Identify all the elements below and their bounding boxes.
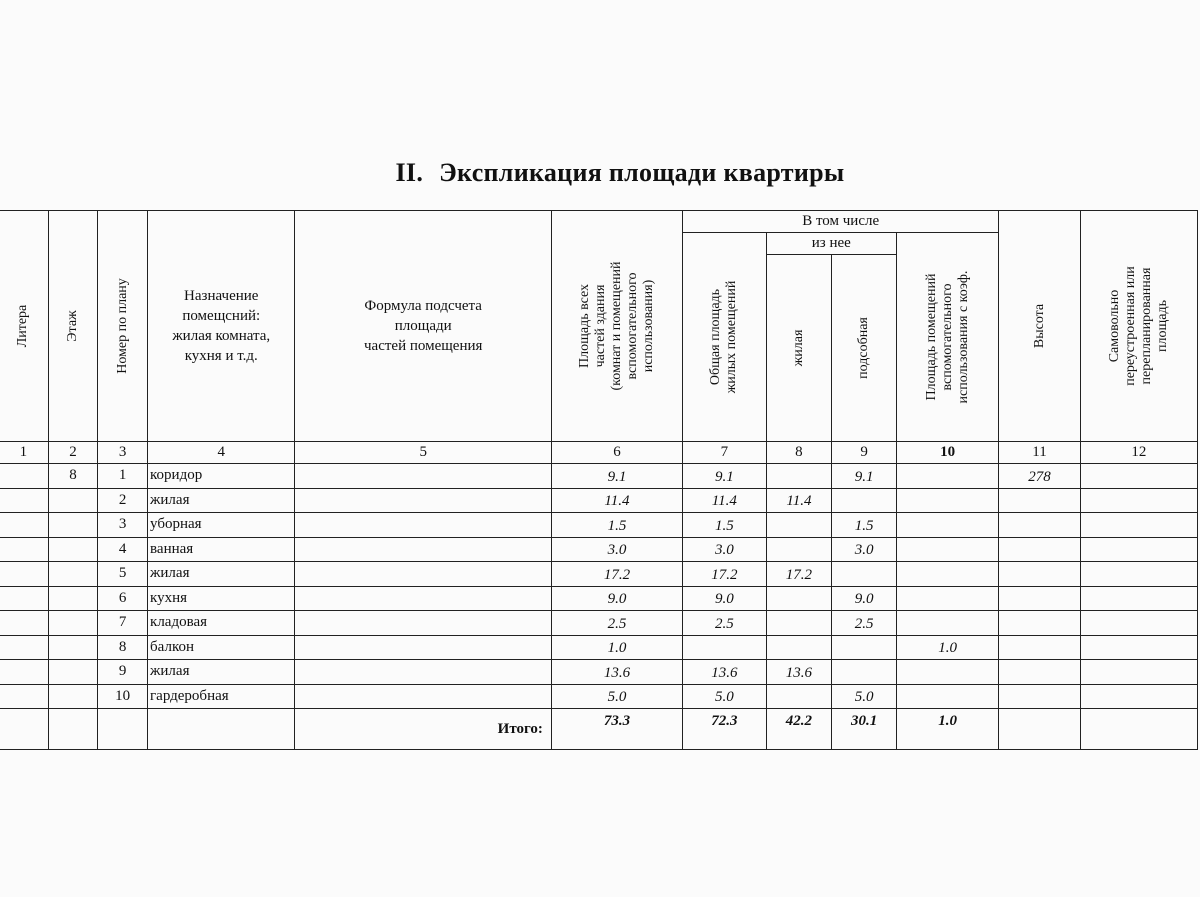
table-cell	[999, 537, 1081, 562]
area-vspom-cell	[896, 562, 998, 587]
room-number: 5	[98, 562, 148, 587]
header-naznachenie: Назначение помещсний: жилая комната, кухня и т.д.	[148, 211, 295, 442]
room-name: уборная	[148, 513, 295, 538]
table-row	[0, 562, 1198, 587]
area-general-cell: 9.0	[683, 586, 767, 611]
table-cell	[48, 660, 98, 685]
area-vspom-cell	[896, 586, 998, 611]
total-general: 72.3	[683, 709, 767, 750]
header-iz-nee: из нее	[766, 233, 896, 255]
area-total-cell: 11.4	[551, 488, 682, 513]
table-cell	[0, 611, 48, 636]
table-cell	[295, 562, 551, 587]
table-row	[0, 464, 1198, 489]
table-row	[0, 611, 1198, 636]
table-cell	[0, 684, 48, 709]
header-etazh: Этаж	[48, 211, 98, 442]
title-text: Экспликация площади квартиры	[439, 158, 845, 187]
area-total-cell: 2.5	[551, 611, 682, 636]
table-row	[0, 488, 1198, 513]
table-cell	[1080, 488, 1197, 513]
room-name: кладовая	[148, 611, 295, 636]
table-row	[0, 537, 1198, 562]
area-general-cell: 1.5	[683, 513, 767, 538]
area-vspom-cell	[896, 464, 998, 489]
room-name: кухня	[148, 586, 295, 611]
table-cell	[48, 611, 98, 636]
area-aux-cell	[832, 562, 897, 587]
room-name: жилая	[148, 562, 295, 587]
colnum-8: 8	[766, 442, 832, 464]
room-name: гардеробная	[148, 684, 295, 709]
table-cell	[295, 586, 551, 611]
table-cell	[0, 586, 48, 611]
table-cell	[999, 611, 1081, 636]
header-vysota: Высота	[999, 211, 1081, 442]
colnum-1: 1	[0, 442, 48, 464]
column-numbers-row	[0, 442, 1198, 464]
room-number: 7	[98, 611, 148, 636]
header-v-tom-chisle: В том числе	[683, 211, 999, 233]
floor-value: 8	[48, 464, 98, 489]
area-living-cell: 13.6	[766, 660, 832, 685]
area-living-cell	[766, 513, 832, 538]
table-cell	[295, 488, 551, 513]
room-number: 4	[98, 537, 148, 562]
table-cell	[48, 586, 98, 611]
colnum-10: 10	[896, 442, 998, 464]
table-cell	[148, 709, 295, 750]
table-cell	[1080, 464, 1197, 489]
room-number: 6	[98, 586, 148, 611]
total-living: 42.2	[766, 709, 832, 750]
area-living-cell	[766, 635, 832, 660]
table-cell	[295, 660, 551, 685]
table-cell	[0, 537, 48, 562]
area-general-cell: 11.4	[683, 488, 767, 513]
room-name: жилая	[148, 488, 295, 513]
total-vspom: 1.0	[896, 709, 998, 750]
area-living-cell	[766, 464, 832, 489]
header-zhilaya: жилая	[766, 255, 832, 442]
room-number: 3	[98, 513, 148, 538]
area-total-cell: 1.0	[551, 635, 682, 660]
document-title	[0, 158, 1200, 188]
area-vspom-cell: 1.0	[896, 635, 998, 660]
colnum-5: 5	[295, 442, 551, 464]
area-general-cell: 2.5	[683, 611, 767, 636]
table-cell	[1080, 709, 1197, 750]
area-total-cell: 13.6	[551, 660, 682, 685]
totals-row	[0, 709, 1198, 750]
header-podsobnaya: подсобная	[832, 255, 897, 442]
colnum-3: 3	[98, 442, 148, 464]
table-cell	[999, 709, 1081, 750]
area-vspom-cell	[896, 488, 998, 513]
table-row	[0, 660, 1198, 685]
table-row	[0, 635, 1198, 660]
area-total-cell: 1.5	[551, 513, 682, 538]
room-name: коридор	[148, 464, 295, 489]
header-samovolno: Самовольно переустроенная или перепланированная площадь	[1080, 211, 1197, 442]
table-cell	[1080, 537, 1197, 562]
area-general-cell	[683, 635, 767, 660]
table-cell	[0, 709, 48, 750]
area-living-cell	[766, 684, 832, 709]
area-vspom-cell	[896, 513, 998, 538]
area-general-cell: 13.6	[683, 660, 767, 685]
area-aux-cell: 3.0	[832, 537, 897, 562]
area-aux-cell: 9.0	[832, 586, 897, 611]
colnum-9: 9	[832, 442, 897, 464]
colnum-6: 6	[551, 442, 682, 464]
header-nomer: Номер по плану	[98, 211, 148, 442]
area-total-cell: 9.0	[551, 586, 682, 611]
table-cell	[999, 684, 1081, 709]
table-cell	[1080, 635, 1197, 660]
table-cell	[48, 488, 98, 513]
area-vspom-cell	[896, 660, 998, 685]
area-aux-cell	[832, 488, 897, 513]
area-general-cell: 17.2	[683, 562, 767, 587]
table-cell	[0, 660, 48, 685]
table-cell	[0, 562, 48, 587]
area-vspom-cell	[896, 684, 998, 709]
table-cell	[0, 488, 48, 513]
colnum-11: 11	[999, 442, 1081, 464]
table-cell	[999, 660, 1081, 685]
table-cell	[999, 513, 1081, 538]
table-cell	[295, 684, 551, 709]
table-cell	[1080, 684, 1197, 709]
area-living-cell: 17.2	[766, 562, 832, 587]
table-row	[0, 513, 1198, 538]
area-living-cell: 11.4	[766, 488, 832, 513]
area-vspom-cell	[896, 537, 998, 562]
room-number: 9	[98, 660, 148, 685]
area-aux-cell: 1.5	[832, 513, 897, 538]
header-formula: Формула подсчета площади частей помещения	[295, 211, 551, 442]
table-cell	[295, 513, 551, 538]
table-cell	[999, 586, 1081, 611]
colnum-12: 12	[1080, 442, 1197, 464]
room-number: 1	[98, 464, 148, 489]
table-row	[0, 586, 1198, 611]
room-number: 8	[98, 635, 148, 660]
table-cell	[48, 709, 98, 750]
area-living-cell	[766, 586, 832, 611]
table-cell	[1080, 660, 1197, 685]
area-total-cell: 9.1	[551, 464, 682, 489]
table-cell	[48, 513, 98, 538]
table-cell	[48, 562, 98, 587]
area-living-cell	[766, 611, 832, 636]
table-cell	[1080, 513, 1197, 538]
area-aux-cell	[832, 635, 897, 660]
area-total-cell: 3.0	[551, 537, 682, 562]
table-cell	[1080, 611, 1197, 636]
room-name: жилая	[148, 660, 295, 685]
table-cell	[48, 537, 98, 562]
table-cell	[295, 537, 551, 562]
table-cell	[0, 513, 48, 538]
area-total-cell: 17.2	[551, 562, 682, 587]
table-cell	[999, 488, 1081, 513]
table-cell	[295, 464, 551, 489]
room-number: 2	[98, 488, 148, 513]
table-cell	[295, 611, 551, 636]
colnum-4: 4	[148, 442, 295, 464]
area-aux-cell: 5.0	[832, 684, 897, 709]
table-cell	[999, 562, 1081, 587]
header-litera: Литера	[0, 211, 48, 442]
area-general-cell: 9.1	[683, 464, 767, 489]
table-cell	[48, 635, 98, 660]
room-name: ванная	[148, 537, 295, 562]
table-cell	[48, 684, 98, 709]
explication-table	[0, 210, 1198, 750]
area-aux-cell: 9.1	[832, 464, 897, 489]
totals-label: Итого:	[295, 709, 551, 750]
room-number: 10	[98, 684, 148, 709]
table-cell	[1080, 586, 1197, 611]
header-ploshad-vseh: Площадь всех частей здания (комнат и помещений вспомогательного использования)	[551, 211, 682, 442]
table-row	[0, 684, 1198, 709]
total-all: 73.3	[551, 709, 682, 750]
table-cell	[0, 464, 48, 489]
area-total-cell: 5.0	[551, 684, 682, 709]
area-general-cell: 5.0	[683, 684, 767, 709]
title-numeral: II.	[395, 158, 424, 187]
room-name: балкон	[148, 635, 295, 660]
colnum-2: 2	[48, 442, 98, 464]
area-general-cell: 3.0	[683, 537, 767, 562]
colnum-7: 7	[683, 442, 767, 464]
table-cell	[0, 635, 48, 660]
table-cell	[295, 635, 551, 660]
height-value: 278	[999, 464, 1081, 489]
area-aux-cell: 2.5	[832, 611, 897, 636]
table-cell	[98, 709, 148, 750]
table-cell	[1080, 562, 1197, 587]
area-aux-cell	[832, 660, 897, 685]
table-cell	[999, 635, 1081, 660]
area-living-cell	[766, 537, 832, 562]
header-vspom: Площадь помещений вспомогательного использования с коэф.	[896, 233, 998, 442]
total-aux: 30.1	[832, 709, 897, 750]
header-obshaya: Общая площадь жилых помещений	[683, 233, 767, 442]
area-vspom-cell	[896, 611, 998, 636]
